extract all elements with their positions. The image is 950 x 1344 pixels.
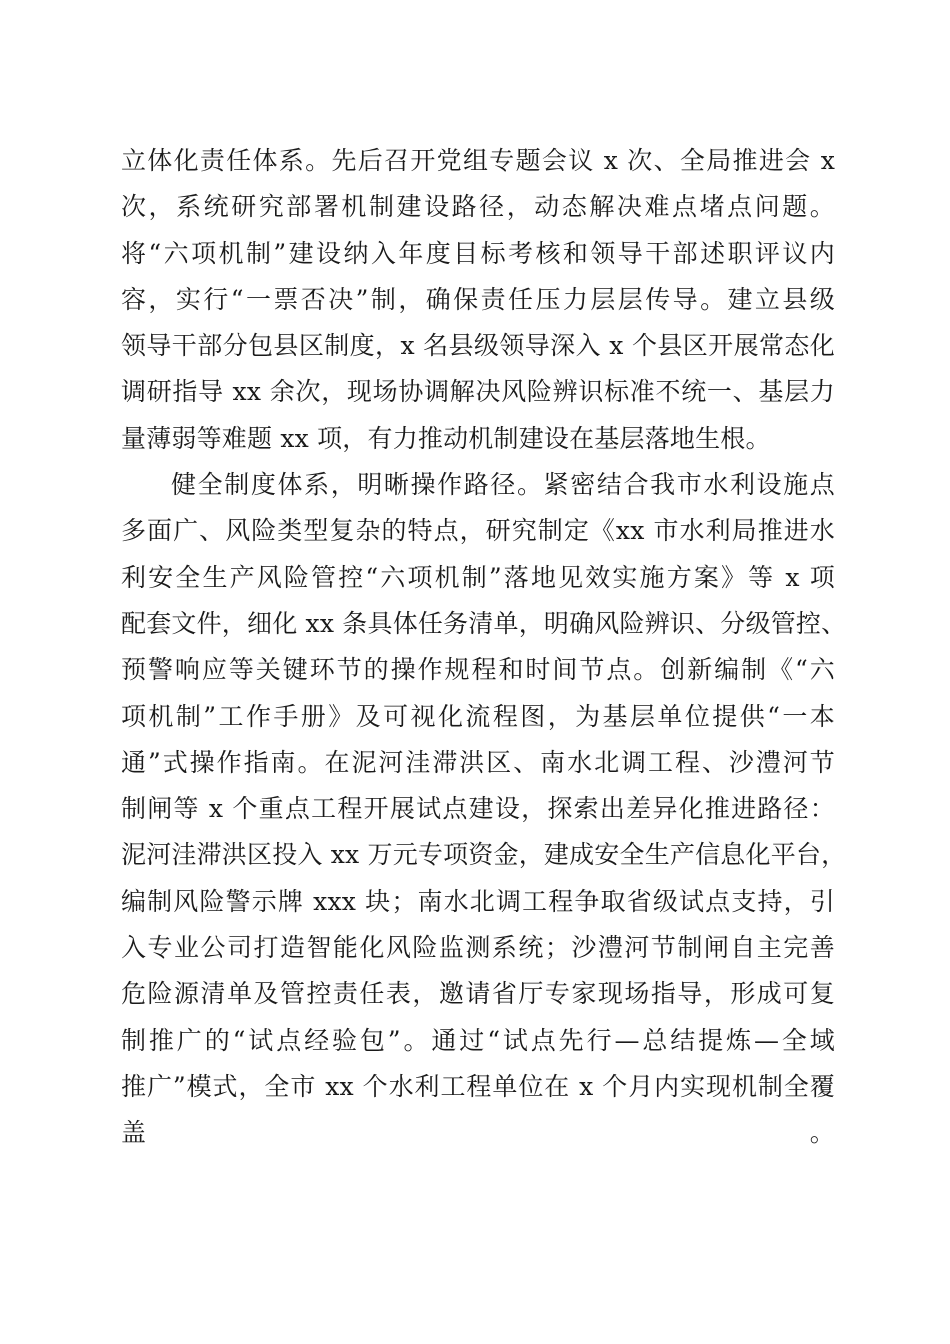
text-line: 编制风险警示牌 xxx 块；南水北调工程争取省级试点支持，引: [121, 886, 835, 916]
text-line: 制推广的“试点经验包”。通过“试点先行—总结提炼—全域: [121, 1025, 835, 1055]
text-line: 入专业公司打造智能化风险监测系统；沙澧河节制闸自主完善: [121, 933, 835, 963]
text-line: 容，实行“一票否决”制，确保责任压力层层传导。建立县级: [121, 284, 835, 314]
text-line: 健全制度体系，明晰操作路径。紧密结合我市水利设施点: [171, 470, 835, 500]
text-line: 制闸等 x 个重点工程开展试点建设，探索出差异化推进路径：: [121, 794, 835, 824]
text-line: 利安全生产风险管控“六项机制”落地见效实施方案》等 x 项: [121, 562, 835, 592]
text-line: 将“六项机制”建设纳入年度目标考核和领导干部述职评议内: [121, 238, 835, 268]
text-line: 量薄弱等难题 xx 项，有力推动机制建设在基层落地生根。: [121, 423, 771, 453]
text-line: 立体化责任体系。先后召开党组专题会议 x 次、全局推进会 x: [121, 146, 835, 175]
text-line: 领导干部分包县区制度，x 名县级领导深入 x 个县区开展常态化: [121, 331, 835, 361]
text-line: 项机制”工作手册》及可视化流程图，为基层单位提供“一本: [121, 701, 835, 731]
text-line: 推广”模式，全市 xx 个水利工程单位在 x 个月内实现机制全覆: [121, 1071, 835, 1101]
text-line: 通”式操作指南。在泥河洼滞洪区、南水北调工程、沙澧河节: [121, 747, 835, 777]
text-line: 调研指导 xx 余次，现场协调解决风险辨识标准不统一、基层力: [121, 377, 835, 407]
text-line: 危险源清单及管控责任表，邀请省厅专家现场指导，形成可复: [121, 979, 835, 1009]
document-body: [121, 138, 847, 1203]
text-line: 泥河洼滞洪区投入 xx 万元专项资金，建成安全生产信息化平台，: [121, 840, 847, 870]
paragraph-2: [121, 462, 847, 1203]
text-line: [121, 1157, 835, 1203]
paragraph-1: [121, 138, 835, 462]
text-line: 盖。: [121, 1118, 835, 1148]
text-line: 配套文件，细化 xx 条具体任务清单，明确风险辨识、分级管控、: [121, 608, 847, 638]
text-line: 多面广、风险类型复杂的特点，研究制定《xx 市水利局推进水: [121, 516, 835, 546]
text-line: 预警响应等关键环节的操作规程和时间节点。创新编制《“六: [121, 655, 835, 685]
text-line: 次，系统研究部署机制建设路径，动态解决难点堵点问题。: [121, 192, 835, 222]
